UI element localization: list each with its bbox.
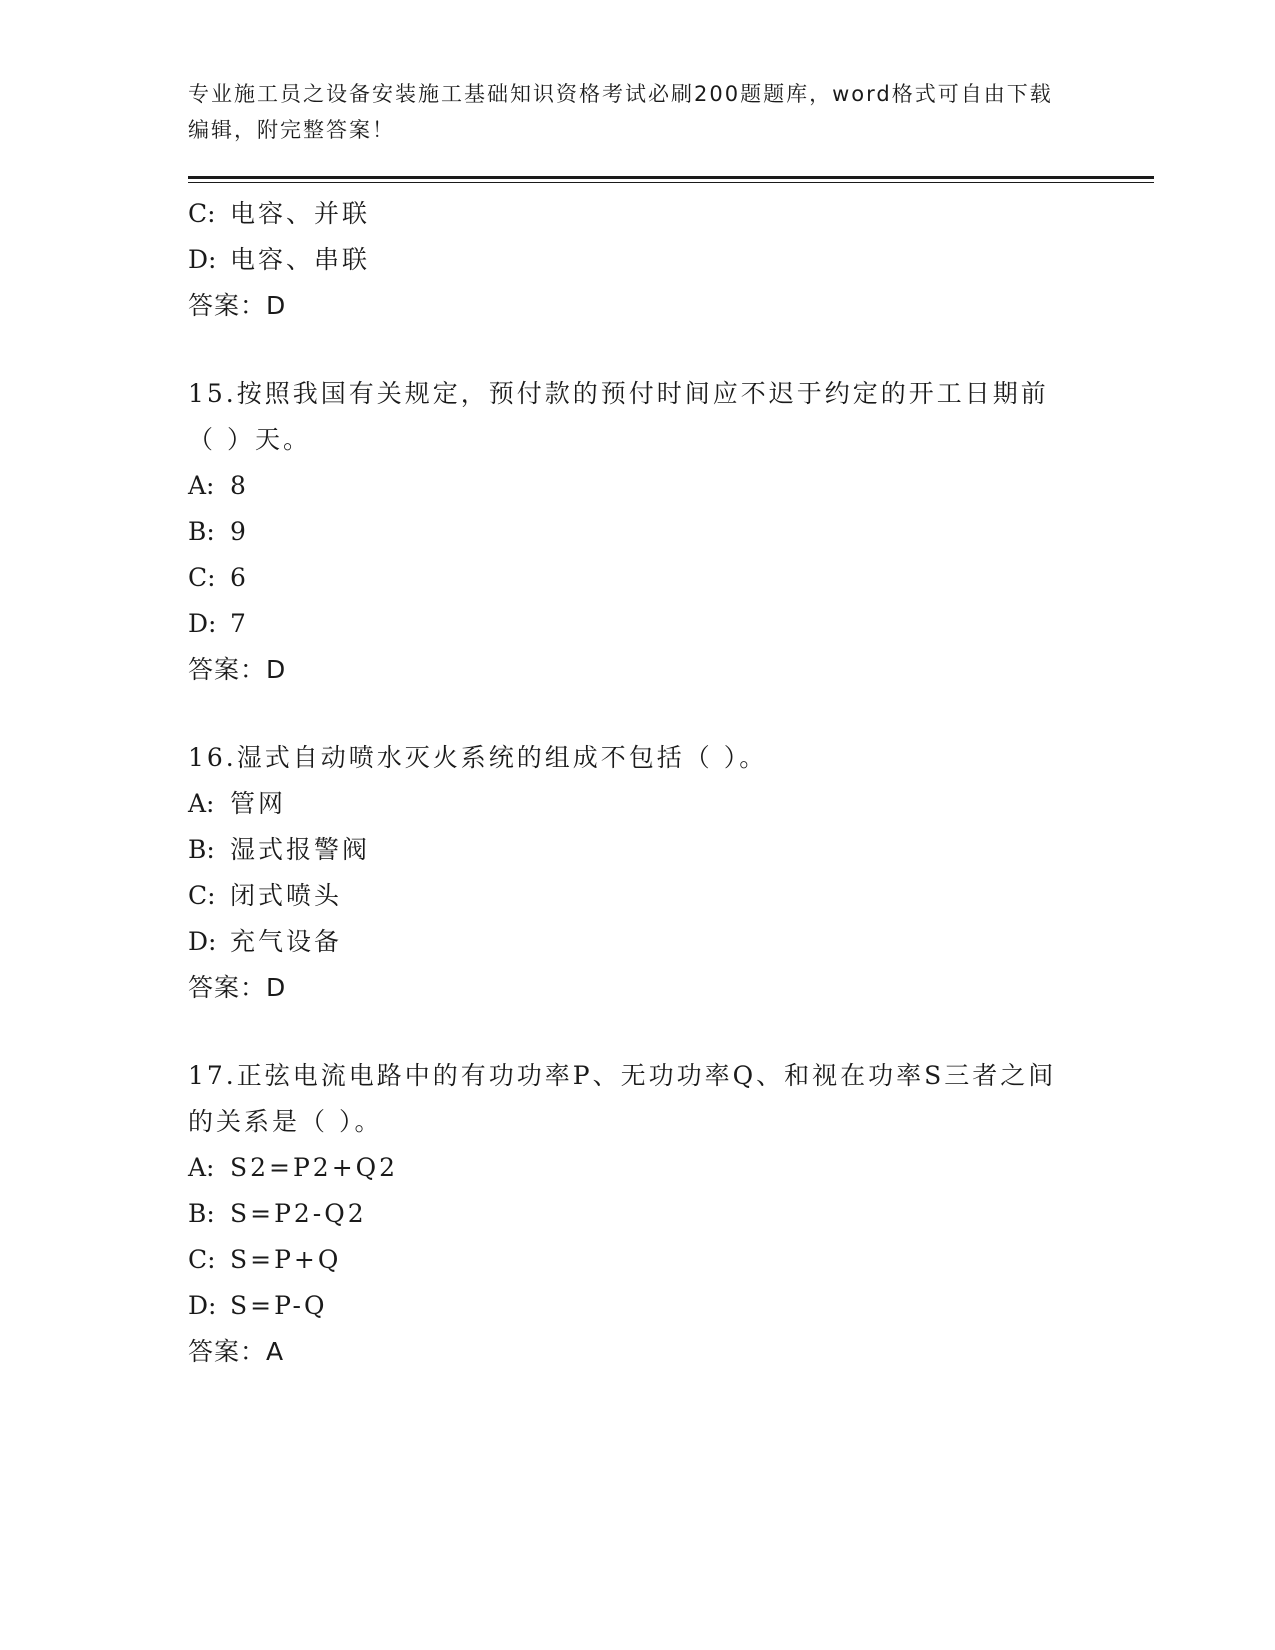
- option-text: 管网: [230, 789, 287, 818]
- option-text: 电容、并联: [230, 199, 371, 228]
- option-c: [188, 555, 1088, 601]
- option-text: 9: [230, 517, 249, 546]
- header-divider-thin: [188, 182, 1154, 183]
- answer-value: D: [266, 655, 287, 684]
- question-number: 15.: [188, 379, 237, 408]
- question-15: [188, 371, 1088, 693]
- answer-value: D: [266, 973, 287, 1002]
- option-key: A:: [188, 471, 215, 500]
- option-text: S=P2-Q2: [230, 1199, 367, 1228]
- question-16: [188, 735, 1088, 1011]
- page-header-title: 专业施工员之设备安装施工基础知识资格考试必刷200题题库，word格式可自由下载编辑，附完整答案！: [188, 82, 1053, 142]
- question-content: [188, 191, 1088, 1375]
- option-text: 8: [230, 471, 249, 500]
- option-key: D:: [188, 245, 217, 274]
- option-key: B:: [188, 517, 215, 546]
- option-text: S=P-Q: [230, 1291, 328, 1320]
- option-d: [188, 1283, 1088, 1329]
- option-key: C:: [188, 199, 216, 228]
- question-stem: [188, 371, 1068, 463]
- option-text: S=P+Q: [230, 1245, 342, 1274]
- question-stem: [188, 735, 1068, 781]
- question-stem: [188, 1053, 1068, 1145]
- option-key: A:: [188, 789, 215, 818]
- answer-line: [188, 1329, 1088, 1375]
- answer-line: [188, 283, 1088, 329]
- option-b: [188, 1191, 1088, 1237]
- answer-label: 答案：: [188, 1337, 267, 1366]
- answer-line: [188, 647, 1088, 693]
- option-b: [188, 509, 1088, 555]
- answer-line: [188, 965, 1088, 1011]
- question-text: 按照我国有关规定，预付款的预付时间应不迟于约定的开工日期前（ ）天。: [188, 379, 1049, 454]
- answer-value: D: [266, 291, 287, 320]
- header-divider-thick: [188, 176, 1154, 179]
- option-c: [188, 191, 1088, 237]
- answer-label: 答案：: [188, 655, 267, 684]
- option-key: D:: [188, 927, 217, 956]
- option-key: A:: [188, 1153, 215, 1182]
- question-number: 17.: [188, 1061, 237, 1090]
- option-text: 充气设备: [230, 927, 343, 956]
- option-a: [188, 781, 1088, 827]
- question-number: 16.: [188, 743, 237, 772]
- answer-value: A: [266, 1337, 285, 1366]
- option-key: D:: [188, 1291, 217, 1320]
- option-text: 闭式喷头: [230, 881, 343, 910]
- question-text: 正弦电流电路中的有功功率P、无功功率Q、和视在功率S三者之间的关系是（ ）。: [188, 1061, 1057, 1136]
- option-d: [188, 237, 1088, 283]
- option-text: 电容、串联: [230, 245, 371, 274]
- option-key: C:: [188, 881, 216, 910]
- option-key: C:: [188, 563, 216, 592]
- option-b: [188, 827, 1088, 873]
- option-key: B:: [188, 835, 215, 864]
- option-text: 7: [230, 609, 249, 638]
- option-a: [188, 463, 1088, 509]
- option-text: 6: [230, 563, 249, 592]
- option-key: C:: [188, 1245, 216, 1274]
- option-text: 湿式报警阀: [230, 835, 371, 864]
- option-c: [188, 873, 1088, 919]
- question-17: [188, 1053, 1088, 1375]
- continued-question: [188, 191, 1088, 329]
- option-d: [188, 601, 1088, 647]
- option-key: B:: [188, 1199, 215, 1228]
- option-a: [188, 1145, 1088, 1191]
- answer-label: 答案：: [188, 973, 267, 1002]
- option-key: D:: [188, 609, 217, 638]
- answer-label: 答案：: [188, 291, 267, 320]
- question-text: 湿式自动喷水灭火系统的组成不包括（ ）。: [236, 743, 768, 772]
- option-d: [188, 919, 1088, 965]
- option-text: S2=P2+Q2: [230, 1153, 399, 1182]
- option-c: [188, 1237, 1088, 1283]
